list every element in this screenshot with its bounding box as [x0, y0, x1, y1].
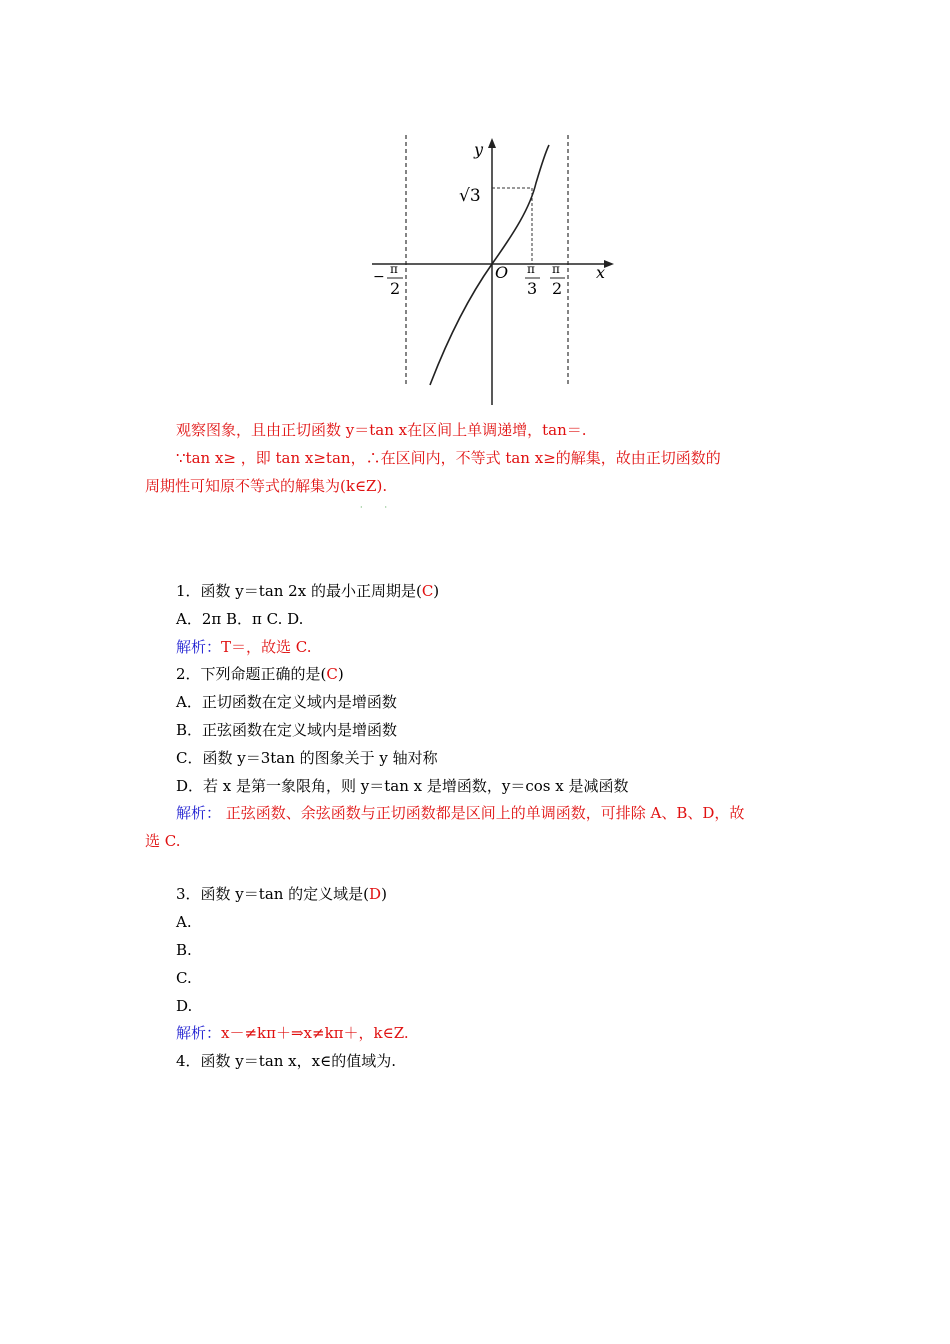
question-2-option-b: B．正弦函数在定义域内是增函数 — [176, 721, 398, 739]
question-2-analysis — [176, 803, 744, 823]
question-3-answer: D — [369, 885, 382, 903]
question-3-option-b: B. — [176, 941, 192, 959]
pi-third-den: 3 — [527, 279, 538, 298]
question-2-option-a: A．正切函数在定义域内是增函数 — [176, 693, 397, 711]
pi-half-num: π — [552, 262, 560, 276]
neg-pi-half-sign: − — [373, 269, 385, 285]
y-axis-arrow — [488, 138, 496, 148]
tangent-graph-svg — [368, 133, 618, 409]
sqrt3-label: √3 — [459, 186, 481, 206]
question-2-analysis-tail: 选 C. — [145, 832, 181, 850]
neg-pi-half-num: π — [390, 262, 398, 276]
pi-half-den: 2 — [552, 279, 563, 298]
question-2-answer: C — [326, 665, 338, 683]
question-3-analysis — [176, 1023, 409, 1043]
question-2-stem-text: 2．下列命题正确的是( — [176, 665, 327, 683]
question-2-stem-close: ) — [337, 665, 344, 683]
question-2-analysis-text: 正弦函数、余弦函数与正切函数都是区间上的单调函数，可排除 A、B、D，故 — [221, 804, 745, 822]
explanation-line-3: 周期性可知原不等式的解集为(k∈Z). — [145, 477, 388, 495]
question-3-option-c: C. — [176, 969, 192, 987]
question-2-stem — [176, 664, 344, 684]
explanation-line-2: ∵tan x≥ ，即 tan x≥tan，∴在区间内，不等式 tan x≥的解集，故由正切函数的 — [176, 449, 721, 467]
question-1-stem-close: ) — [433, 582, 440, 600]
question-1-analysis — [176, 637, 312, 657]
tangent-graph-figure — [368, 133, 618, 409]
explanation-line-1: 观察图象，且由正切函数 y＝tan x在区间上单调递增，tan＝. — [176, 421, 587, 439]
question-3-stem-close: ) — [381, 885, 387, 903]
decorative-dots: ·· — [360, 503, 410, 512]
question-1-analysis-text: T＝，故选 C. — [221, 638, 312, 656]
question-3-stem — [176, 884, 387, 904]
analysis-label: 解析： — [176, 638, 222, 656]
question-3-stem-text: 3．函数 y＝tan 的定义域是( — [176, 885, 370, 903]
x-axis-label: x — [596, 263, 606, 282]
analysis-label: 解析： — [176, 1024, 222, 1042]
question-1-options: A．2π B．π C. D. — [176, 610, 304, 628]
question-1-stem-text: 1．函数 y＝tan 2x 的最小正周期是( — [176, 582, 422, 600]
x-axis-arrow — [604, 260, 614, 268]
y-axis-label: y — [474, 140, 484, 159]
analysis-label: 解析： — [176, 804, 222, 822]
question-2-option-c: C．函数 y＝3tan 的图象关于 y 轴对称 — [176, 749, 438, 767]
question-3-analysis-text: x－≠kπ＋⇒x≠kπ＋，k∈Z. — [221, 1024, 409, 1042]
question-1-stem — [176, 581, 439, 601]
question-4-stem: 4．函数 y＝tan x，x∈的值域为. — [176, 1052, 396, 1070]
question-3-option-d: D. — [176, 997, 193, 1015]
question-3-option-a: A. — [176, 913, 192, 931]
question-1-answer: C — [421, 582, 434, 600]
pi-third-num: π — [527, 262, 535, 276]
origin-label: O — [495, 263, 509, 282]
question-2-option-d: D．若 x 是第一象限角，则 y＝tan x 是增函数，y＝cos x 是减函数 — [176, 777, 629, 795]
neg-pi-half-den: 2 — [390, 279, 401, 298]
